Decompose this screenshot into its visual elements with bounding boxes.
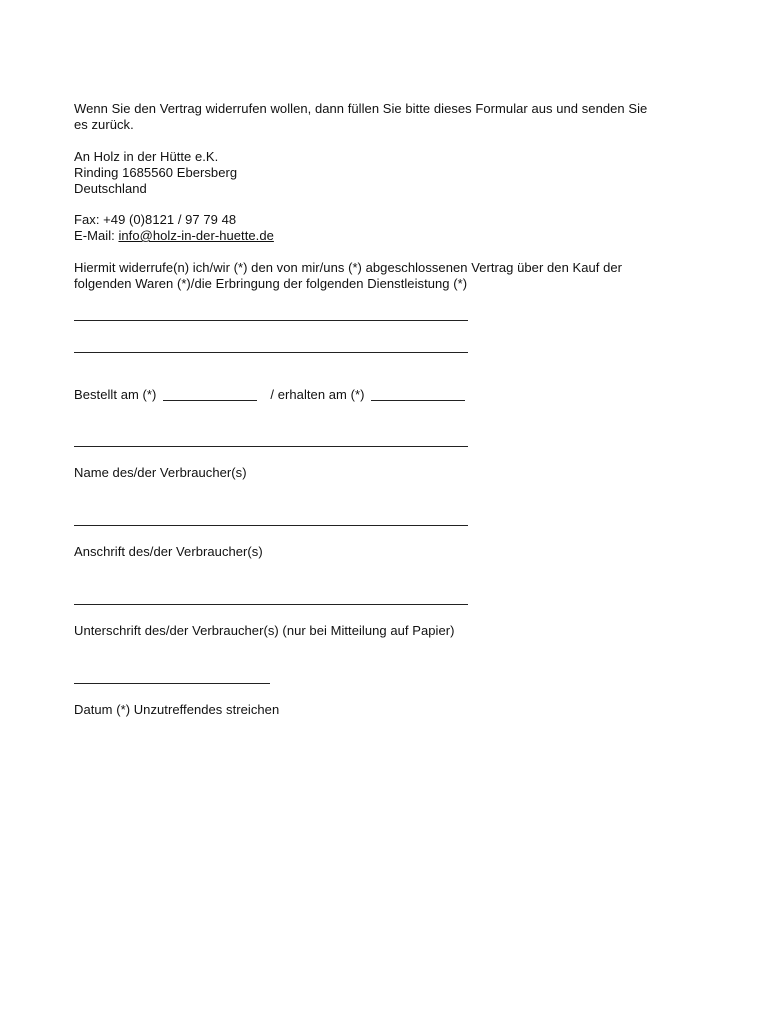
goods-entry-line-1[interactable] bbox=[74, 320, 468, 321]
intro-line-1: Wenn Sie den Vertrag widerrufen wollen, dann füllen Sie bitte dieses Formular aus und senden Sie bbox=[74, 101, 648, 116]
email-line bbox=[74, 228, 274, 244]
signature-field-label: Unterschrift des/der Verbraucher(s) (nur bei Mitteilung auf Papier) bbox=[74, 623, 455, 638]
declaration-line-2: folgenden Waren (*)/die Erbringung der folgenden Dienstleistung (*) bbox=[74, 276, 468, 291]
received-date-field[interactable] bbox=[371, 400, 465, 401]
fax-line: Fax: +49 (0)8121 / 97 79 48 bbox=[74, 212, 237, 227]
intro-line-2: es zurück. bbox=[74, 117, 134, 132]
signature-entry-line[interactable] bbox=[74, 604, 468, 605]
ordered-date-label: Bestellt am (*) bbox=[74, 387, 157, 402]
goods-entry-line-2[interactable] bbox=[74, 352, 468, 353]
dates-row bbox=[74, 387, 465, 403]
email-label: E-Mail: bbox=[74, 228, 119, 243]
date-field-label: Datum (*) Unzutreffendes streichen bbox=[74, 702, 280, 717]
date-entry-line[interactable] bbox=[74, 683, 270, 684]
name-entry-line[interactable] bbox=[74, 446, 468, 447]
ordered-date-field[interactable] bbox=[163, 400, 257, 401]
email-link[interactable]: info@holz-in-der-huette.de bbox=[118, 228, 274, 243]
address-entry-line[interactable] bbox=[74, 525, 468, 526]
received-date-label: / erhalten am (*) bbox=[270, 387, 365, 402]
recipient-street: Rinding 1685560 Ebersberg bbox=[74, 165, 238, 180]
recipient-country: Deutschland bbox=[74, 181, 147, 196]
declaration-line-1: Hiermit widerrufe(n) ich/wir (*) den von mir/uns (*) abgeschlossenen Vertrag über den Kauf der bbox=[74, 260, 623, 275]
address-field-label: Anschrift des/der Verbraucher(s) bbox=[74, 544, 263, 559]
name-field-label: Name des/der Verbraucher(s) bbox=[74, 465, 247, 480]
recipient-name: An Holz in der Hütte e.K. bbox=[74, 149, 219, 164]
